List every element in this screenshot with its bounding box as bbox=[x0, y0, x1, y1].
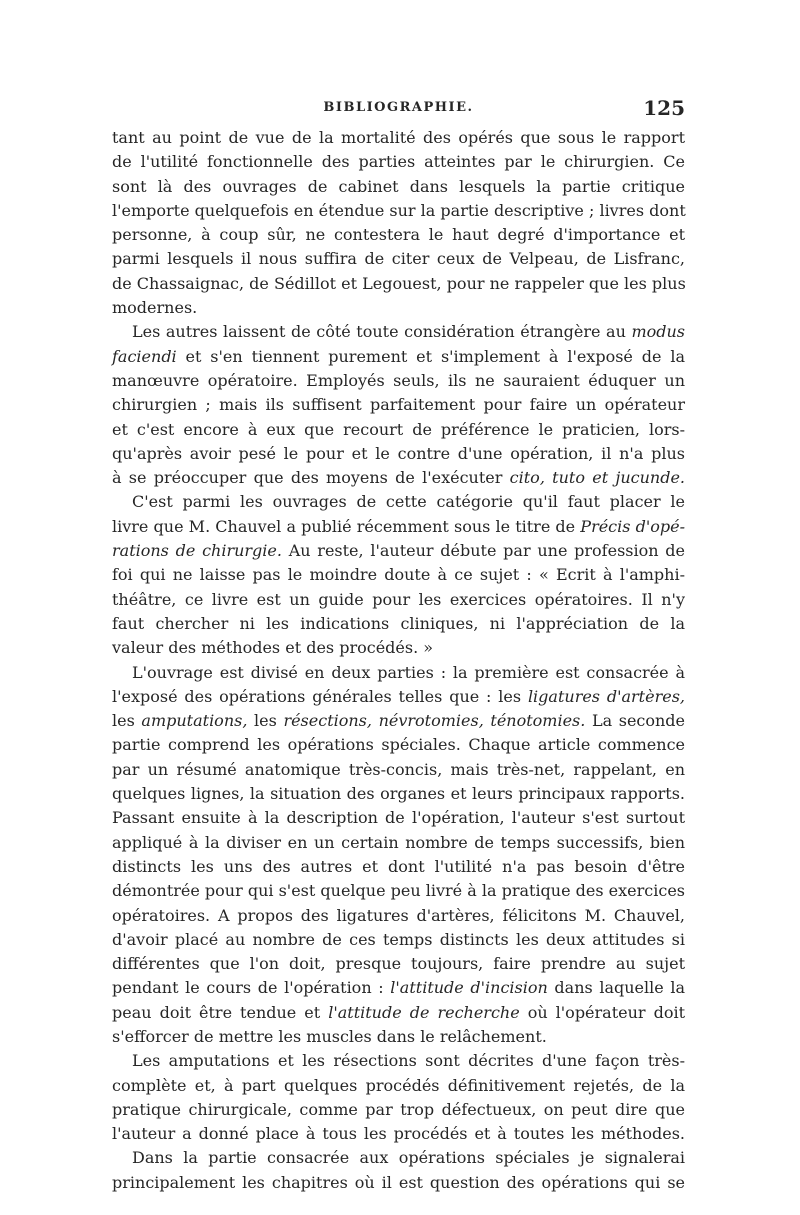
text-line bbox=[112, 709, 685, 733]
text-segment: théâtre, ce livre est un guide pour les exercices opératoires. Il n'y bbox=[112, 589, 685, 609]
text-segment: les bbox=[112, 711, 142, 731]
body-text bbox=[112, 126, 685, 1195]
text-line bbox=[112, 1074, 685, 1098]
text-line bbox=[112, 928, 685, 952]
text-segment: partie comprend les opérations spéciales. Chaque article commence bbox=[112, 735, 685, 755]
text-line bbox=[112, 855, 685, 879]
text-line bbox=[112, 466, 685, 490]
text-line bbox=[112, 612, 685, 636]
text-line bbox=[112, 539, 685, 563]
text-segment: l'emporte quelquefois en étendue sur la partie descriptive ; livres dont bbox=[112, 200, 686, 220]
text-segment: dans laquelle la bbox=[547, 978, 686, 998]
text-segment: chirurgien ; mais ils suffisent parfaitement pour faire un opérateur bbox=[112, 395, 685, 415]
text-line bbox=[112, 1146, 685, 1170]
text-line bbox=[112, 345, 685, 369]
text-segment: Dans la partie consacrée aux opérations spéciales je signalerai bbox=[132, 1148, 685, 1168]
text-segment: faut chercher ni les indications cliniques, ni l'appréciation de la bbox=[112, 613, 685, 633]
text-segment: Passant ensuite à la description de l'opération, l'auteur s'est surtout bbox=[112, 808, 685, 828]
text-line bbox=[112, 1001, 685, 1025]
italic-text: résections, névrotomies, ténotomies. bbox=[283, 711, 586, 731]
text-line bbox=[112, 126, 685, 150]
text-segment: d'avoir placé au nombre de ces temps distincts les deux attitudes si bbox=[112, 929, 685, 949]
text-line bbox=[112, 879, 685, 903]
text-segment: valeur des méthodes et des procédés. » bbox=[112, 638, 434, 658]
text-line bbox=[112, 1025, 685, 1049]
italic-text: l'attitude d'incision bbox=[390, 978, 548, 998]
text-segment: personne, à coup sûr, ne contestera le haut degré d'importance et bbox=[112, 225, 685, 245]
text-line bbox=[112, 733, 685, 757]
text-segment: où l'opérateur doit bbox=[519, 1002, 686, 1022]
text-segment: opératoires. A propos des ligatures d'artères, félicitons M. Chauvel, bbox=[112, 905, 685, 925]
text-line bbox=[112, 831, 685, 855]
italic-text: Précis d'opé- bbox=[580, 516, 685, 536]
text-segment: et c'est encore à eux que recourt de préférence le praticien, lors- bbox=[112, 419, 685, 439]
text-segment: Au reste, l'auteur débute par une profession de bbox=[281, 541, 685, 561]
text-segment: différentes que l'on doit, presque toujours, faire prendre au sujet bbox=[112, 954, 685, 974]
text-line bbox=[112, 1122, 685, 1146]
text-segment: Les amputations et les résections sont décrites d'une façon très- bbox=[132, 1051, 685, 1071]
text-line bbox=[112, 490, 685, 514]
text-segment: qu'après avoir pesé le pour et le contre d'une opération, il n'a plus bbox=[112, 443, 685, 463]
text-line bbox=[112, 320, 685, 344]
text-segment: à se préoccuper que des moyens de l'exécuter bbox=[112, 468, 510, 488]
text-line bbox=[112, 150, 685, 174]
text-line bbox=[112, 588, 685, 612]
text-line bbox=[112, 1171, 685, 1195]
text-segment: sont là des ouvrages de cabinet dans lesquels la partie critique bbox=[112, 176, 685, 196]
text-segment: de Chassaignac, de Sédillot et Legouest, pour ne rappeler que les plus bbox=[112, 273, 686, 293]
text-line bbox=[112, 661, 685, 685]
text-line bbox=[112, 442, 685, 466]
italic-text: rations de chirurgie. bbox=[112, 541, 282, 561]
text-line bbox=[112, 1049, 685, 1073]
text-segment: parmi lesquels il nous suffira de citer ceux de Velpeau, de Lisfranc, bbox=[112, 249, 685, 269]
text-segment: tant au point de vue de la mortalité des opérés que sous le rapport bbox=[112, 128, 685, 147]
italic-text: ligatures d'artères, bbox=[527, 686, 685, 706]
text-line bbox=[112, 952, 685, 976]
text-segment: appliqué à la diviser en un certain nombre de temps successifs, bien bbox=[112, 832, 685, 852]
text-line bbox=[112, 636, 685, 660]
italic-text: faciendi bbox=[112, 346, 177, 366]
text-line bbox=[112, 247, 685, 271]
text-segment: l'auteur a donné place à tous les procédés et à toutes les méthodes. bbox=[112, 1124, 685, 1144]
text-line bbox=[112, 563, 685, 587]
text-line bbox=[112, 976, 685, 1000]
text-segment: les bbox=[247, 711, 284, 731]
text-line bbox=[112, 418, 685, 442]
text-segment: l'exposé des opérations générales telles que : les bbox=[112, 686, 528, 706]
italic-text: cito, tuto et jucunde. bbox=[509, 468, 686, 488]
text-segment: pratique chirurgicale, comme par trop défectueux, on peut dire que bbox=[112, 1099, 685, 1119]
text-line bbox=[112, 199, 685, 223]
text-segment: s'efforcer de mettre les muscles dans le relâchement. bbox=[112, 1026, 547, 1046]
text-segment: C'est parmi les ouvrages de cette catégorie qu'il faut placer le bbox=[132, 492, 685, 512]
text-segment: principalement les chapitres où il est question des opérations qui se bbox=[112, 1172, 685, 1192]
text-line bbox=[112, 904, 685, 928]
text-segment: L'ouvrage est divisé en deux parties : la première est consacrée à bbox=[132, 662, 685, 682]
text-line bbox=[112, 806, 685, 830]
text-line bbox=[112, 272, 685, 296]
italic-text: modus bbox=[631, 322, 685, 342]
text-segment: manœuvre opératoire. Employés seuls, ils ne sauraient éduquer un bbox=[112, 370, 685, 390]
text-segment: de l'utilité fonctionnelle des parties atteintes par le chirurgien. Ce bbox=[112, 152, 685, 172]
text-line bbox=[112, 1098, 685, 1122]
italic-text: amputations, bbox=[141, 711, 248, 731]
text-line bbox=[112, 782, 685, 806]
text-segment: livre que M. Chauvel a publié récemment sous le titre de bbox=[112, 516, 581, 536]
text-line bbox=[112, 369, 685, 393]
book-page bbox=[112, 98, 685, 1195]
text-segment: par un résumé anatomique très-concis, mais très-net, rappelant, en bbox=[112, 759, 685, 779]
text-segment: peau doit être tendue et bbox=[112, 1002, 329, 1022]
text-segment: Les autres laissent de côté toute considération étrangère au bbox=[132, 322, 632, 342]
text-line bbox=[112, 515, 685, 539]
text-segment: La seconde bbox=[585, 711, 686, 731]
text-segment: foi qui ne laisse pas le moindre doute à ce sujet : « Ecrit à l'amphi- bbox=[112, 565, 685, 585]
text-segment: démontrée pour qui s'est quelque peu livré à la pratique des exercices bbox=[112, 881, 685, 901]
text-segment: pendant le cours de l'opération : bbox=[112, 978, 391, 998]
text-segment: modernes. bbox=[112, 298, 198, 318]
text-line bbox=[112, 223, 685, 247]
text-line bbox=[112, 758, 685, 782]
text-line bbox=[112, 685, 685, 709]
text-line bbox=[112, 175, 685, 199]
text-segment: quelques lignes, la situation des organes et leurs principaux rapports. bbox=[112, 784, 685, 804]
text-line bbox=[112, 393, 685, 417]
running-header bbox=[112, 98, 685, 124]
text-line bbox=[112, 296, 685, 320]
page-number: 125 bbox=[643, 96, 685, 120]
running-title: BIBLIOGRAPHIE. bbox=[323, 100, 474, 115]
text-segment: complète et, à part quelques procédés définitivement rejetés, de la bbox=[112, 1075, 685, 1095]
italic-text: l'attitude de recherche bbox=[328, 1002, 520, 1022]
text-segment: et s'en tiennent purement et s'implement à l'exposé de la bbox=[176, 346, 685, 366]
text-segment: distincts les uns des autres et dont l'utilité n'a pas besoin d'être bbox=[112, 856, 685, 876]
